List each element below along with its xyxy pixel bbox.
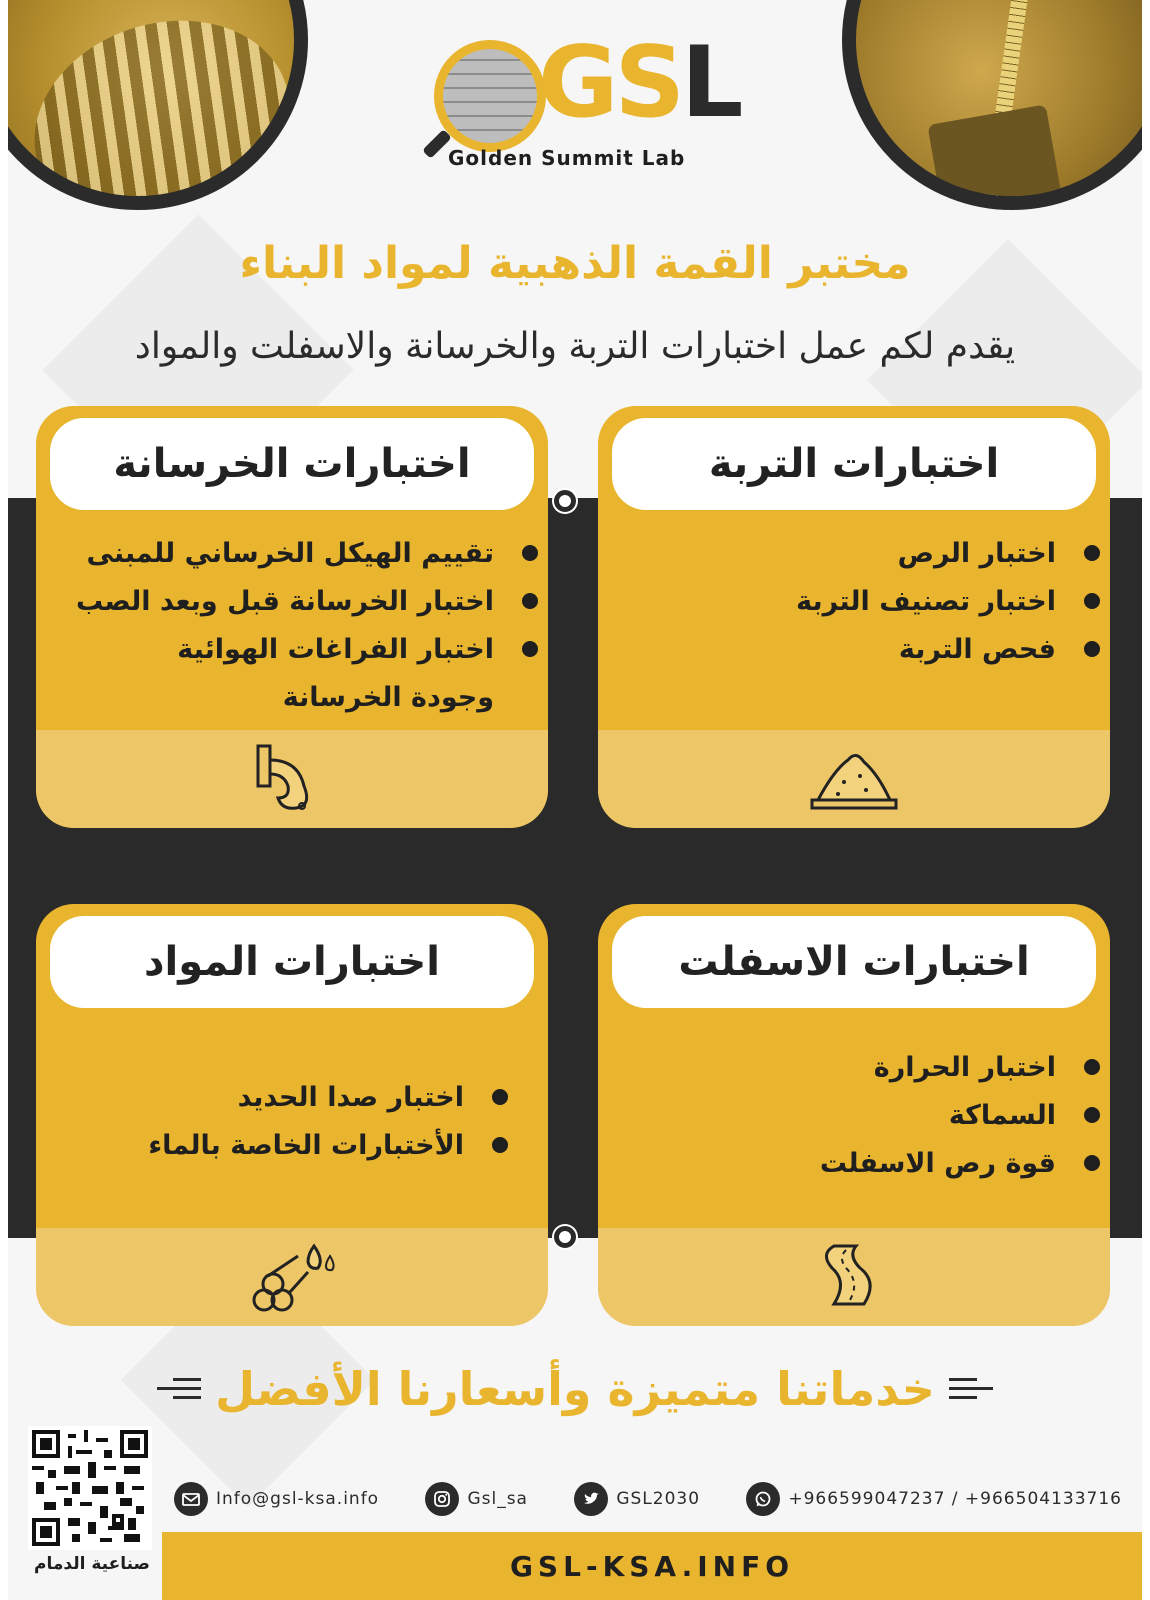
whatsapp-contact[interactable] xyxy=(746,1482,1122,1516)
whatsapp-icon xyxy=(746,1482,780,1516)
list-item: اختبار الخرسانة قبل وبعد الصب xyxy=(76,578,494,626)
flyer-page xyxy=(8,0,1142,1600)
lab-testing-photo xyxy=(842,0,1142,210)
connector-dot xyxy=(554,1226,576,1248)
list-item: اختبار الفراغات الهوائية xyxy=(76,626,494,674)
phone-numbers: +966599047237 / +966504133716 xyxy=(788,1489,1122,1509)
magnifier-brick-icon xyxy=(434,40,546,152)
card-list xyxy=(148,1074,464,1170)
qr-code[interactable] xyxy=(28,1426,152,1550)
instagram-contact[interactable] xyxy=(425,1482,528,1516)
website-bar[interactable] xyxy=(162,1532,1142,1600)
list-item: اختبار تصنيف التربة xyxy=(796,578,1056,626)
tagline-row xyxy=(8,1362,1142,1416)
connector-dot xyxy=(554,490,576,512)
page-subtitle: يقدم لكم عمل اختبارات التربة والخرسانة والاسفلت والمواد xyxy=(134,326,1016,367)
page-title: مختبر القمة الذهبية لمواد البناء xyxy=(239,238,911,289)
list-item: وجودة الخرسانة xyxy=(282,682,494,713)
card-asphalt-tests xyxy=(598,904,1110,1326)
list-item: السماكة xyxy=(820,1092,1056,1140)
list-item: الأختبارات الخاصة بالماء xyxy=(148,1122,464,1170)
card-list xyxy=(796,530,1056,674)
gsl-logo xyxy=(420,26,740,170)
list-item: اختبار الحرارة xyxy=(820,1044,1056,1092)
email-contact[interactable] xyxy=(174,1482,379,1516)
card-title: اختبارات التربة xyxy=(612,418,1096,510)
list-item: فحص التربة xyxy=(796,626,1056,674)
instagram-icon xyxy=(425,1482,459,1516)
decor-lines-icon xyxy=(949,1376,993,1402)
card-materials-tests xyxy=(36,904,548,1326)
list-item: اختبار الرص xyxy=(796,530,1056,578)
decor-lines-icon xyxy=(157,1376,201,1402)
list-item: قوة رص الاسفلت xyxy=(820,1140,1056,1188)
twitter-icon xyxy=(574,1482,608,1516)
instagram-handle: Gsl_sa xyxy=(467,1489,528,1509)
email-icon xyxy=(174,1482,208,1516)
card-soil-tests xyxy=(598,406,1110,828)
twitter-handle: GSL2030 xyxy=(616,1489,701,1509)
card-list xyxy=(76,530,494,722)
list-item: اختبار صدا الحديد xyxy=(148,1074,464,1122)
machinery-photo xyxy=(8,0,308,210)
card-concrete-tests xyxy=(36,406,548,828)
contact-row xyxy=(174,1482,1122,1516)
pipes-water-icon xyxy=(242,1238,342,1314)
tagline: خدماتنا متميزة وأسعارنا الأفضل xyxy=(215,1362,935,1416)
soil-pile-icon xyxy=(804,740,904,816)
email-text: Info@gsl-ksa.info xyxy=(216,1489,380,1509)
card-title: اختبارات الاسفلت xyxy=(612,916,1096,1008)
card-title: اختبارات الخرسانة xyxy=(50,418,534,510)
website-link[interactable]: GSL-KSA.INFO xyxy=(509,1549,795,1583)
location-caption: صناعية الدمام xyxy=(34,1554,150,1574)
logo-wordmark: GSL xyxy=(538,26,740,140)
qr-code-icon xyxy=(32,1430,148,1546)
logo-subtitle: Golden Summit Lab xyxy=(448,146,686,170)
card-list xyxy=(820,1044,1056,1188)
concrete-pour-icon xyxy=(242,740,342,816)
card-title: اختبارات المواد xyxy=(50,916,534,1008)
list-item: تقييم الهيكل الخرساني للمبنى xyxy=(76,530,494,578)
road-icon xyxy=(804,1238,904,1314)
twitter-contact[interactable] xyxy=(574,1482,700,1516)
